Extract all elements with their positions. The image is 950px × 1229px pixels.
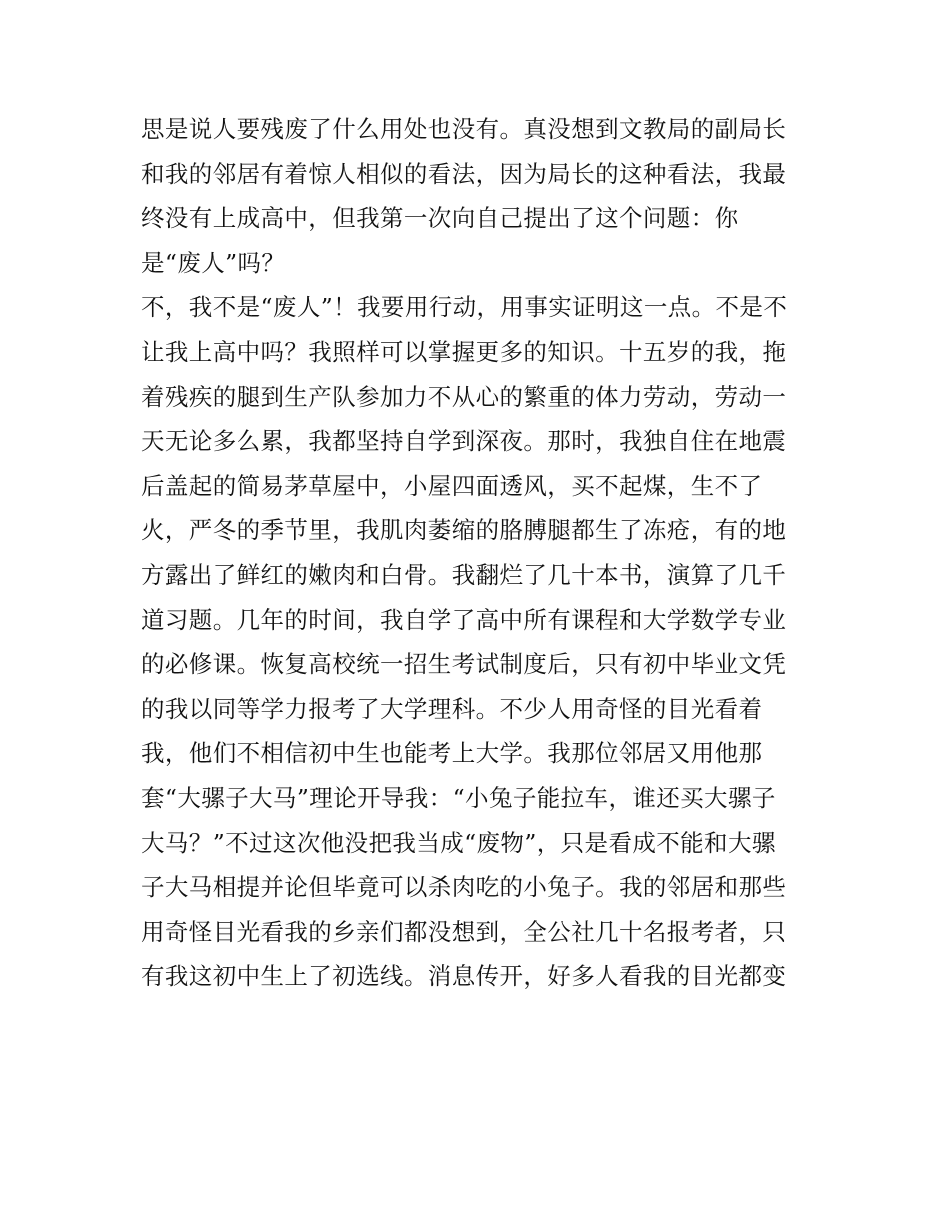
text-line: 是“废人”吗？ xyxy=(141,248,286,277)
text-line: 套“大骡子大马”理论开导我：“小兔子能拉车，谁还买大骡子 xyxy=(141,783,776,812)
text-line: 让我上高中吗？我照样可以掌握更多的知识。十五岁的我，拖 xyxy=(141,337,787,366)
text-line: 的我以同等学力报考了大学理科。不少人用奇怪的目光看着 xyxy=(141,694,763,723)
text-line: 火，严冬的季节里，我肌肉萎缩的胳膊腿都生了冻疮，有的地 xyxy=(141,516,787,545)
text-line: 思是说人要残废了什么用处也没有。真没想到文教局的副局长 xyxy=(141,115,787,143)
text-line: 有我这初中生上了初选线。消息传开，好多人看我的目光都变 xyxy=(141,962,787,991)
text-line: 子大马相提并论但毕竟可以杀肉吃的小兔子。我的邻居和那些 xyxy=(141,873,787,902)
text-line: 大马？”不过这次他没把我当成“废物”，只是看成不能和大骡 xyxy=(141,828,776,857)
text-line: 用奇怪目光看我的乡亲们都没想到，全公社几十名报考者，只 xyxy=(141,917,787,946)
text-line: 和我的邻居有着惊人相似的看法，因为局长的这种看法，我最 xyxy=(141,159,787,188)
text-line: 不，我不是“废人”！我要用行动，用事实证明这一点。不是不 xyxy=(141,293,788,322)
text-line: 我，他们不相信初中生也能考上大学。我那位邻居又用他那 xyxy=(141,739,763,768)
text-line: 道习题。几年的时间，我自学了高中所有课程和大学数学专业 xyxy=(141,605,787,634)
text-line: 的必修课。恢复高校统一招生考试制度后，只有初中毕业文凭 xyxy=(141,650,787,679)
body-text xyxy=(141,107,821,999)
text-line: 后盖起的简易茅草屋中，小屋四面透风，买不起煤，生不了 xyxy=(141,471,763,500)
text-line: 天无论多么累，我都坚持自学到深夜。那时，我独自住在地震 xyxy=(141,427,787,456)
text-line: 方露出了鲜红的嫩肉和白骨。我翻烂了几十本书，演算了几千 xyxy=(141,560,787,589)
text-line: 终没有上成高中，但我第一次向自己提出了这个问题：你 xyxy=(141,204,739,233)
text-line: 着残疾的腿到生产队参加力不从心的繁重的体力劳动，劳动一 xyxy=(141,382,787,411)
